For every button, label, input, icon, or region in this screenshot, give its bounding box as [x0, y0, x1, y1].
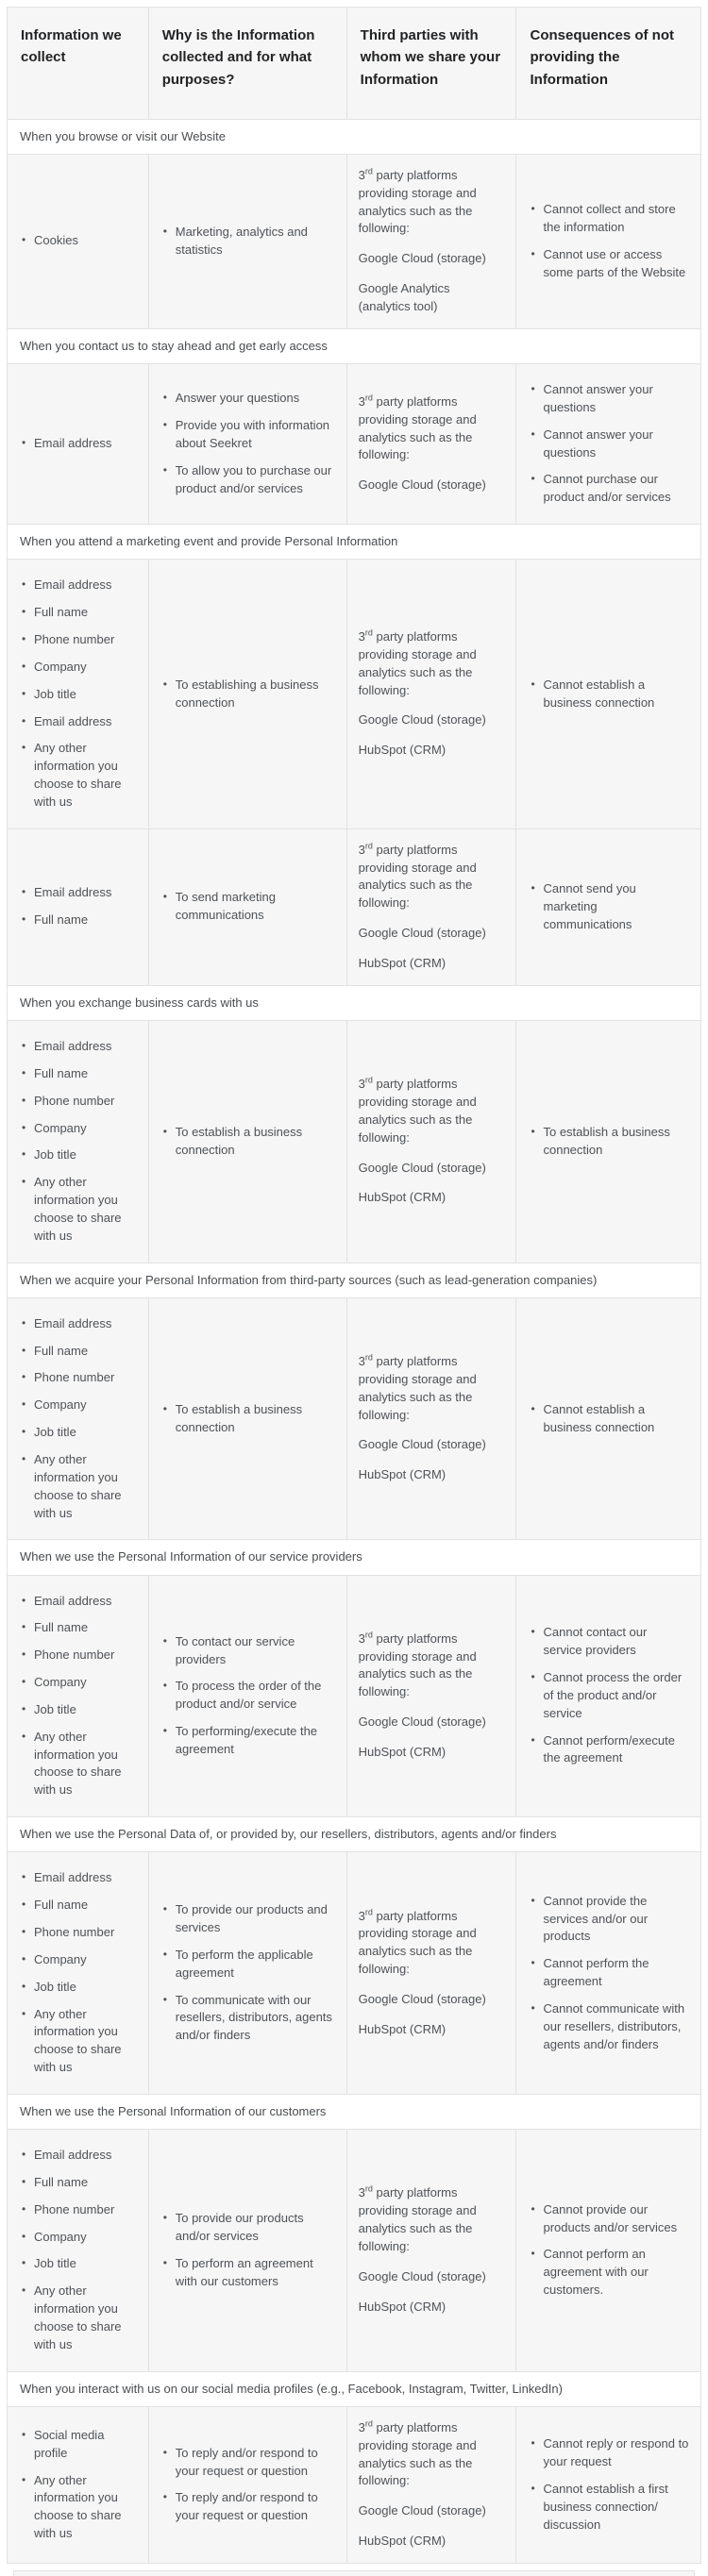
- intro-ordinal: rd: [364, 166, 373, 176]
- bullet-list: [160, 884, 335, 929]
- cell-purposes: [149, 1021, 347, 1263]
- list-item: • Full name: [19, 1065, 137, 1083]
- bullet-list: [19, 2142, 137, 2359]
- third-party-intro: [359, 1076, 505, 1146]
- table-row: [8, 2129, 700, 2371]
- cell-consequences: [516, 829, 700, 985]
- list-item: • Social media profile: [19, 2427, 137, 2463]
- list-item: • Full name: [19, 2174, 137, 2192]
- cell-information-collected: [8, 560, 149, 828]
- list-item: • Company: [19, 2229, 137, 2247]
- third-party-intro: [359, 1353, 505, 1424]
- bullet-list: [528, 2197, 689, 2304]
- intro-rest: party platforms providing storage and analytics such as the following:: [358, 1354, 477, 1422]
- list-item: • To establishing a business connection: [160, 677, 335, 712]
- bullet-list: [160, 2440, 335, 2530]
- cell-purposes: [149, 155, 347, 328]
- table-row: [8, 1575, 700, 1817]
- list-item: • Phone number: [19, 1647, 137, 1664]
- section-header-row: [8, 985, 700, 1020]
- section-header-row: [8, 2371, 700, 2406]
- list-item: • Phone number: [19, 2201, 137, 2219]
- list-item: • Any other information you choose to share with us: [19, 1174, 137, 1245]
- list-item: • Any other information you choose to share with us: [19, 740, 137, 811]
- third-party-intro: [359, 1631, 505, 1701]
- bullet-list: [528, 1119, 689, 1164]
- cell-information-collected: [8, 829, 149, 985]
- third-party-platform: Google Cloud (storage): [358, 2503, 486, 2518]
- list-item: • Company: [19, 659, 137, 677]
- cell-purposes: [149, 2407, 347, 2563]
- list-item: • Cannot provide our products and/or services: [528, 2201, 689, 2237]
- bullet-list: [19, 572, 137, 815]
- list-item: • Cannot purchase our product and/or services: [528, 471, 689, 507]
- list-item: • Phone number: [19, 631, 137, 649]
- section-title: When you contact us to stay ahead and get early access: [20, 338, 328, 353]
- bullet-list: [528, 1619, 689, 1772]
- list-item: • To establish a business connection: [528, 1124, 689, 1160]
- list-item: • Email address: [19, 1315, 137, 1333]
- bullet-list: [19, 1033, 137, 1250]
- list-item: • Any other information you choose to share with us: [19, 2283, 137, 2353]
- intro-rest: party platforms providing storage and analytics such as the following:: [358, 842, 477, 911]
- bullet-list: [528, 1888, 689, 2059]
- bullet-list: [160, 385, 335, 502]
- list-item: • Cannot use or access some parts of the Website: [528, 246, 689, 282]
- list-item: • Cannot perform the agreement: [528, 1955, 689, 1991]
- section-title: When you interact with us on our social media profiles (e.g., Facebook, Instagram, Twitter, LinkedIn): [20, 2381, 563, 2396]
- list-item: • To reply and/or respond to your request or question: [160, 2445, 335, 2481]
- intro-rest: party platforms providing storage and analytics such as the following:: [358, 2419, 477, 2488]
- bullet-list: [528, 196, 689, 286]
- third-party-platform: HubSpot (CRM): [358, 2299, 447, 2314]
- list-item: • To send marketing communications: [160, 889, 335, 925]
- section-title: When we use the Personal Information of our customers: [20, 2103, 327, 2118]
- list-item: • To contact our service providers: [160, 1633, 335, 1669]
- list-item: • Job title: [19, 2255, 137, 2273]
- third-party-platform: Google Cloud (storage): [358, 1715, 486, 1730]
- bullet-list: [19, 2422, 137, 2548]
- list-item: • Any other information you choose to share with us: [19, 2472, 137, 2543]
- next-row-sliver: [13, 2570, 695, 2576]
- cell-third-parties: [347, 364, 517, 524]
- cell-purposes: [149, 364, 347, 524]
- cell-third-parties: [347, 2407, 517, 2563]
- bullet-list: [160, 672, 335, 717]
- third-party-intro: [359, 393, 505, 464]
- third-party-platform: Google Cloud (storage): [358, 1160, 486, 1175]
- cell-information-collected: [8, 2407, 149, 2563]
- bullet-list: [160, 1629, 335, 1764]
- list-item: • Full name: [19, 604, 137, 622]
- list-item: • Company: [19, 1674, 137, 1692]
- intro-number: 3: [358, 1077, 365, 1092]
- intro-ordinal: rd: [364, 1352, 373, 1363]
- list-item: • Job title: [19, 1701, 137, 1719]
- intro-rest: party platforms providing storage and analytics such as the following:: [358, 1077, 477, 1145]
- list-item: • Full name: [19, 912, 137, 929]
- table-body: [8, 119, 700, 2563]
- third-party-platform: HubSpot (CRM): [358, 743, 447, 758]
- intro-rest: party platforms providing storage and analytics such as the following:: [358, 393, 477, 462]
- list-item: • To reply and/or respond to your request or question: [160, 2489, 335, 2525]
- third-party-platform: HubSpot (CRM): [358, 2534, 447, 2549]
- list-item: • To performing/execute the agreement: [160, 1723, 335, 1759]
- intro-number: 3: [358, 393, 365, 409]
- intro-number: 3: [358, 1354, 365, 1369]
- list-item: • Phone number: [19, 1924, 137, 1942]
- section-title: When you browse or visit our Website: [20, 128, 226, 143]
- bullet-list: [19, 879, 137, 934]
- section-header-row: [8, 119, 700, 154]
- cell-consequences: [516, 364, 700, 524]
- third-party-intro: [359, 842, 505, 912]
- list-item: • Job title: [19, 1146, 137, 1164]
- bullet-list: [528, 376, 689, 511]
- cell-purposes: [149, 560, 347, 828]
- section-title: When we use the Personal Data of, or provided by, our resellers, distributors, agents and/or finders: [20, 1827, 557, 1842]
- column-header-third-parties: Third parties with whom we share your Information: [347, 8, 517, 119]
- intro-ordinal: rd: [364, 1907, 373, 1917]
- list-item: • Full name: [19, 1619, 137, 1637]
- intro-rest: party platforms providing storage and analytics such as the following:: [358, 1631, 477, 1699]
- list-item: • To establish a business connection: [160, 1401, 335, 1437]
- list-item: • Any other information you choose to share with us: [19, 2006, 137, 2077]
- bullet-list: [19, 430, 137, 458]
- cell-consequences: [516, 2130, 700, 2371]
- list-item: • Company: [19, 1951, 137, 1969]
- list-item: • To perform the applicable agreement: [160, 1947, 335, 1982]
- list-item: • To establish a business connection: [160, 1124, 335, 1160]
- bullet-list: [160, 1119, 335, 1164]
- list-item: • Company: [19, 1120, 137, 1138]
- column-header-information: Information we collect: [8, 8, 149, 119]
- list-item: • To perform an agreement with our customers: [160, 2255, 335, 2291]
- section-title: When we acquire your Personal Information from third-party sources (such as lead-generation companies): [20, 1272, 598, 1287]
- intro-rest: party platforms providing storage and analytics such as the following:: [358, 628, 477, 697]
- bullet-list: [19, 1865, 137, 2082]
- cell-third-parties: [347, 560, 517, 828]
- third-party-platform: HubSpot (CRM): [358, 2021, 447, 2036]
- third-party-platform: Google Cloud (storage): [358, 1437, 486, 1452]
- third-party-platform: Google Cloud (storage): [358, 2268, 486, 2283]
- cell-consequences: [516, 2407, 700, 2563]
- bullet-list: [528, 1397, 689, 1442]
- list-item: • Cannot establish a first business connection/ discussion: [528, 2481, 689, 2534]
- list-item: • Provide you with information about Seekret: [160, 417, 335, 453]
- section-title: When you attend a marketing event and provide Personal Information: [20, 534, 398, 549]
- list-item: • Cannot reply or respond to your request: [528, 2435, 689, 2471]
- intro-ordinal: rd: [364, 393, 373, 403]
- table-row: [8, 154, 700, 328]
- intro-number: 3: [358, 167, 365, 182]
- third-party-platform: Google Cloud (storage): [358, 1991, 486, 2006]
- intro-ordinal: rd: [364, 1075, 373, 1085]
- list-item: • Email address: [19, 1038, 137, 1056]
- cell-purposes: [149, 1576, 347, 1817]
- list-item: • Cannot communicate with our resellers, distributors, agents and/or finders: [528, 2000, 689, 2054]
- list-item: • Cannot establish a business connection: [528, 1401, 689, 1437]
- cell-consequences: [516, 1852, 700, 2094]
- list-item: • Cannot perform/execute the agreement: [528, 1732, 689, 1768]
- list-item: • Email address: [19, 1869, 137, 1887]
- list-item: • Phone number: [19, 1369, 137, 1387]
- column-header-purposes: Why is the Information collected and for what purposes?: [149, 8, 347, 119]
- list-item: • Job title: [19, 686, 137, 704]
- bullet-list: [160, 2205, 335, 2295]
- list-item: • To provide our products and services: [160, 1901, 335, 1937]
- list-item: • To provide our products and/or services: [160, 2210, 335, 2246]
- list-item: • Phone number: [19, 1093, 137, 1111]
- list-item: • Email address: [19, 884, 137, 902]
- bullet-list: [19, 1588, 137, 1805]
- bullet-list: [160, 219, 335, 264]
- third-party-platform: HubSpot (CRM): [358, 955, 447, 970]
- list-item: • Cannot answer your questions: [528, 427, 689, 462]
- list-item: • Full name: [19, 1343, 137, 1361]
- cell-purposes: [149, 1298, 347, 1540]
- intro-rest: party platforms providing storage and analytics such as the following:: [358, 2185, 477, 2253]
- list-item: • Job title: [19, 1979, 137, 1997]
- cell-consequences: [516, 1021, 700, 1263]
- section-header-row: [8, 2094, 700, 2129]
- list-item: • Cannot process the order of the product and/or service: [528, 1669, 689, 1723]
- intro-ordinal: rd: [364, 841, 373, 851]
- list-item: • Cannot provide the services and/or our products: [528, 1893, 689, 1947]
- cell-third-parties: [347, 829, 517, 985]
- list-item: • Marketing, analytics and statistics: [160, 224, 335, 259]
- third-party-platform: HubSpot (CRM): [358, 1745, 447, 1760]
- table-row: [8, 363, 700, 524]
- bullet-list: [528, 2431, 689, 2538]
- cell-purposes: [149, 829, 347, 985]
- bullet-list: [528, 672, 689, 717]
- list-item: • Company: [19, 1397, 137, 1414]
- section-header-row: [8, 1263, 700, 1297]
- table-row: [8, 1020, 700, 1263]
- section-header-row: [8, 524, 700, 559]
- third-party-platform: HubSpot (CRM): [358, 1467, 447, 1482]
- intro-rest: party platforms providing storage and analytics such as the following:: [358, 167, 477, 236]
- intro-number: 3: [358, 628, 365, 644]
- third-party-intro: [359, 1908, 505, 1979]
- cell-third-parties: [347, 1576, 517, 1817]
- cell-information-collected: [8, 1021, 149, 1263]
- list-item: • Email address: [19, 435, 137, 453]
- section-header-row: [8, 1816, 700, 1851]
- intro-ordinal: rd: [364, 1630, 373, 1640]
- intro-ordinal: rd: [364, 2184, 373, 2195]
- cell-information-collected: [8, 1852, 149, 2094]
- list-item: • To communicate with our resellers, distributors, agents and/or finders: [160, 1992, 335, 2046]
- third-party-intro: [359, 2419, 505, 2490]
- intro-ordinal: rd: [364, 2418, 373, 2429]
- section-title: When we use the Personal Information of our service providers: [20, 1549, 362, 1564]
- cell-information-collected: [8, 364, 149, 524]
- table-row: [8, 1851, 700, 2094]
- list-item: • Email address: [19, 2147, 137, 2165]
- cell-information-collected: [8, 155, 149, 328]
- third-party-platform: Google Cloud (storage): [358, 712, 486, 728]
- bullet-list: [19, 1311, 137, 1528]
- intro-ordinal: rd: [364, 627, 373, 638]
- privacy-table: [7, 7, 701, 2564]
- cell-purposes: [149, 2130, 347, 2371]
- list-item: • Cookies: [19, 232, 137, 250]
- intro-number: 3: [358, 2185, 365, 2200]
- intro-rest: party platforms providing storage and analytics such as the following:: [358, 1908, 477, 1977]
- cell-third-parties: [347, 2130, 517, 2371]
- list-item: • Job title: [19, 1424, 137, 1442]
- third-party-intro: [359, 628, 505, 699]
- third-party-intro: [359, 167, 505, 238]
- column-header-consequences: Consequences of not providing the Information: [516, 8, 700, 119]
- bullet-list: [19, 227, 137, 255]
- third-party-platform: Google Cloud (storage): [358, 477, 486, 493]
- intro-number: 3: [358, 842, 365, 857]
- bullet-list: [160, 1897, 335, 2049]
- table-row: [8, 559, 700, 828]
- cell-information-collected: [8, 1298, 149, 1540]
- intro-number: 3: [358, 2419, 365, 2434]
- list-item: • Cannot establish a business connection: [528, 677, 689, 712]
- cell-information-collected: [8, 1576, 149, 1817]
- list-item: • Email address: [19, 1593, 137, 1611]
- table-row: [8, 2406, 700, 2563]
- cell-third-parties: [347, 155, 517, 328]
- cell-consequences: [516, 560, 700, 828]
- list-item: • To allow you to purchase our product and/or services: [160, 462, 335, 498]
- section-header-row: [8, 328, 700, 363]
- section-header-row: [8, 1539, 700, 1574]
- intro-number: 3: [358, 1908, 365, 1923]
- table-row: [8, 1297, 700, 1540]
- bullet-list: [528, 876, 689, 939]
- cell-purposes: [149, 1852, 347, 2094]
- cell-third-parties: [347, 1298, 517, 1540]
- list-item: • To process the order of the product and/or service: [160, 1678, 335, 1714]
- list-item: • Full name: [19, 1897, 137, 1915]
- list-item: • Email address: [19, 713, 137, 731]
- section-title: When you exchange business cards with us: [20, 995, 259, 1010]
- list-item: • Cannot contact our service providers: [528, 1624, 689, 1660]
- cell-consequences: [516, 1576, 700, 1817]
- third-party-intro: [359, 2184, 505, 2255]
- cell-information-collected: [8, 2130, 149, 2371]
- list-item: • Email address: [19, 577, 137, 594]
- table-header-row: [8, 8, 700, 119]
- third-party-platform: Google Analytics (analytics tool): [358, 281, 450, 313]
- cell-third-parties: [347, 1852, 517, 2094]
- third-party-platform: Google Cloud (storage): [358, 251, 486, 266]
- list-item: • Any other information you choose to share with us: [19, 1451, 137, 1522]
- third-party-platform: Google Cloud (storage): [358, 926, 486, 941]
- cell-consequences: [516, 1298, 700, 1540]
- list-item: • Cannot answer your questions: [528, 381, 689, 417]
- list-item: • Any other information you choose to share with us: [19, 1729, 137, 1799]
- third-party-platform: HubSpot (CRM): [358, 1190, 447, 1205]
- bullet-list: [160, 1397, 335, 1442]
- list-item: • Answer your questions: [160, 390, 335, 408]
- cell-third-parties: [347, 1021, 517, 1263]
- cell-consequences: [516, 155, 700, 328]
- list-item: • Cannot send you marketing communications: [528, 880, 689, 934]
- list-item: • Cannot collect and store the information: [528, 201, 689, 237]
- intro-number: 3: [358, 1631, 365, 1646]
- list-item: • Cannot perform an agreement with our customers.: [528, 2246, 689, 2300]
- table-row: [8, 828, 700, 985]
